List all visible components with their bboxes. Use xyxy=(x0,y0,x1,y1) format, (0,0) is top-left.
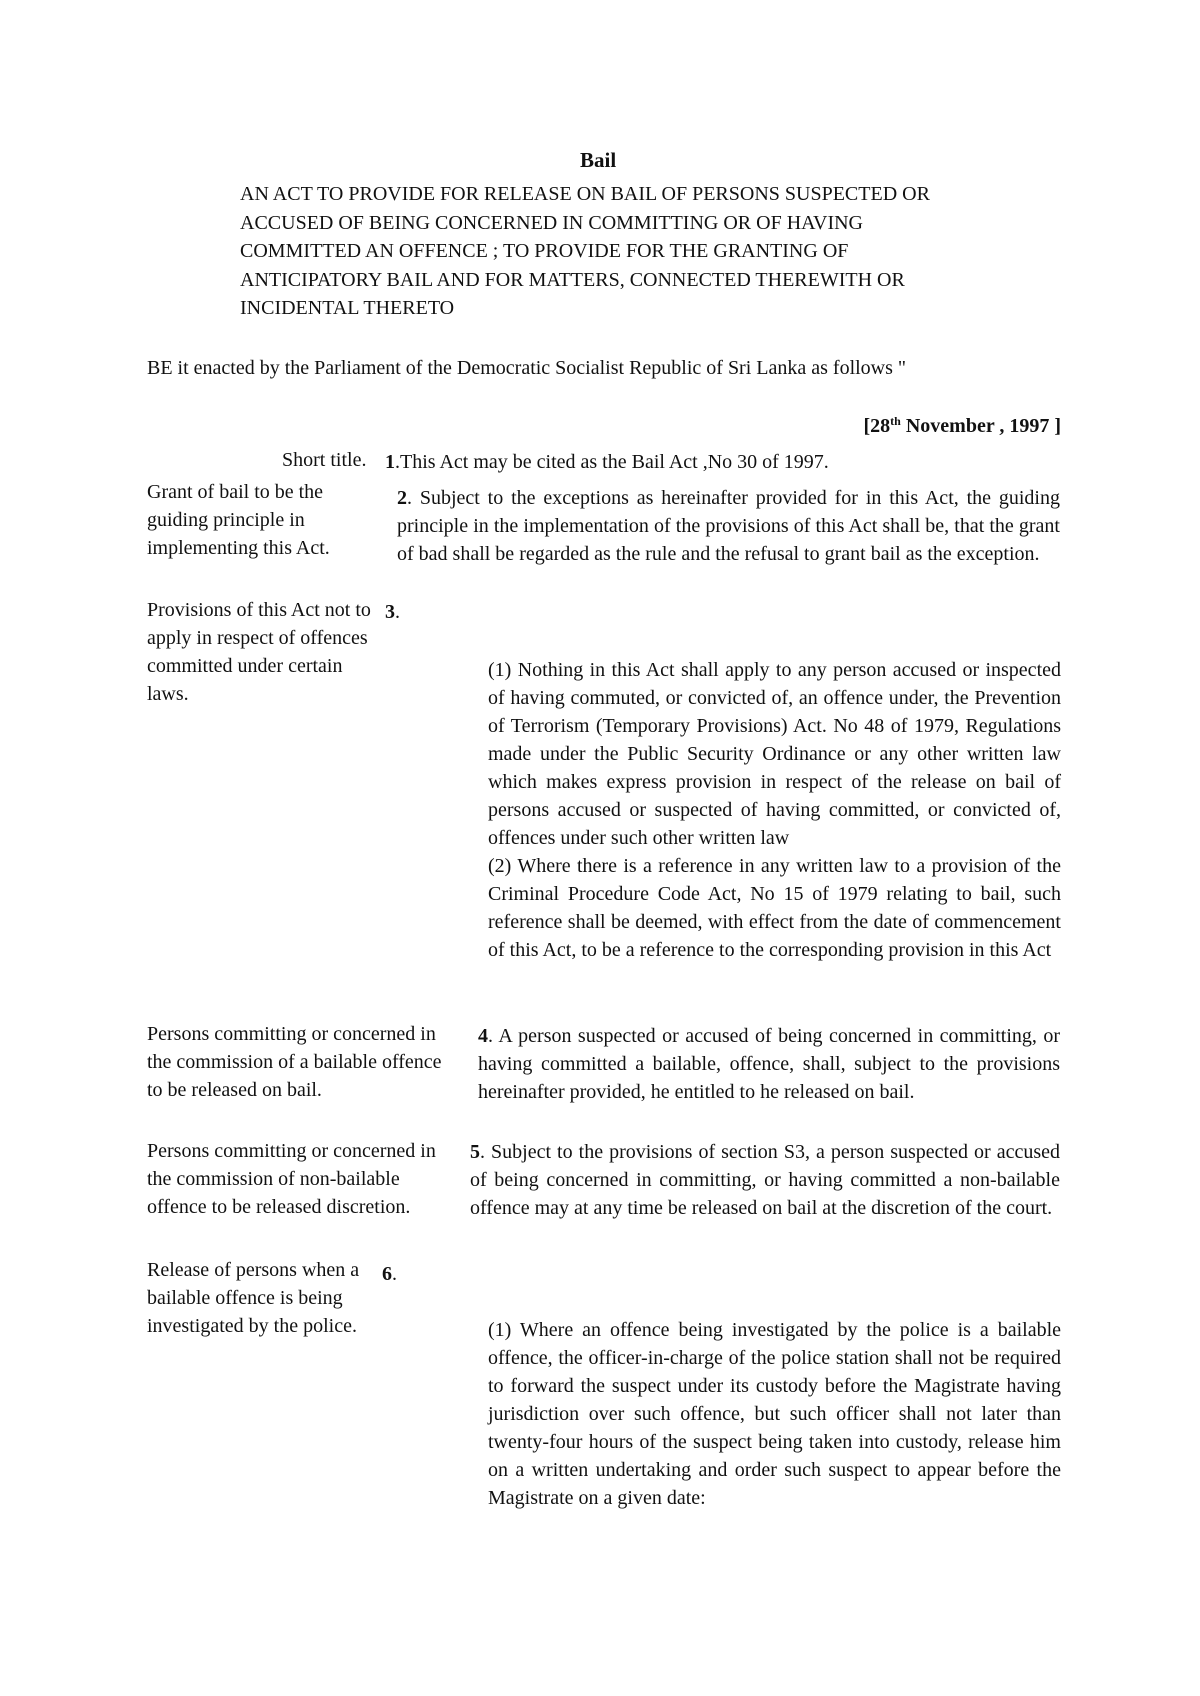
section-6-heading xyxy=(382,1260,397,1288)
section-3-number: 3 xyxy=(385,601,395,623)
section-3-subsections xyxy=(488,656,1061,964)
section-6-number: 6 xyxy=(382,1263,392,1285)
date-rest: November , 1997 ] xyxy=(900,415,1061,437)
section-6-number-suffix: . xyxy=(392,1263,397,1285)
date-open-bracket: [ xyxy=(863,415,871,437)
section-4-body: . A person suspected or accused of being concerned in committing, or having committed a bailable, offence, shall, subject to the provisions hereinafter provided, he entitled to he released on bail. xyxy=(478,1025,1060,1103)
enactment-date xyxy=(864,414,1062,438)
section-2-body: . Subject to the exceptions as hereinafter provided for in this Act, the guiding principle in the implementation of the provisions of this Act shall be, that the grant of bad shall be regarded as the rule and the refusal to grant bail as the exception. xyxy=(397,487,1060,565)
section-2-number: 2 xyxy=(397,487,407,509)
section-5-body: . Subject to the provisions of section S3, a person suspected or accused of being concerned in committing, or having committed a non-bailable offence may at any time be released on bail at the discretion of the court. xyxy=(470,1141,1060,1219)
section-2-marginal-note: Grant of bail to be the guiding principle in implementing this Act. xyxy=(147,481,330,559)
enacting-clause: BE it enacted by the Parliament of the Democratic Socialist Republic of Sri Lanka as follows " xyxy=(147,357,907,379)
act-title: Bail xyxy=(580,148,617,172)
section-4-marginal-note: Persons committing or concerned in the commission of a bailable offence to be released on bail. xyxy=(147,1023,442,1101)
section-5-marginal-note: Persons committing or concerned in the commission of non-bailable offence to be released discretion. xyxy=(147,1140,436,1218)
section-3-number-suffix: . xyxy=(395,601,400,623)
section-2-text xyxy=(397,484,1060,568)
section-3-heading xyxy=(385,598,400,626)
section-5-number: 5 xyxy=(470,1141,480,1163)
section-4-text xyxy=(478,1022,1060,1106)
section-1-body: .This Act may be cited as the Bail Act ,No 30 of 1997. xyxy=(395,451,829,473)
section-3-subsection-1: (1) Nothing in this Act shall apply to any person accused or inspected of having commuted, or convicted of, an offence under, the Prevention of Terrorism (Temporary Provisions) Act. No 48 of 1979, Regulations made under the Public Security Ordinance or any other written law which makes express provision in respect of the release on bail of persons accused or suspected of having committed, or convicted of, offences under such other written law xyxy=(488,659,1061,849)
section-1-number: 1 xyxy=(385,451,395,473)
date-day: 28 xyxy=(870,415,891,437)
section-1-marginal-note: Short title. xyxy=(282,449,367,471)
section-6-subsection-1: (1) Where an offence being investigated by the police is a bailable offence, the officer-in-charge of the police station shall not be required to forward the suspect under its custody before the Magistrate having jurisdiction over such offence, but such officer shall not later than twenty-four hours of the suspect being taken into custody, release him on a written undertaking and order such suspect to appear before the Magistrate on a given date: xyxy=(488,1319,1061,1509)
section-6-marginal-note: Release of persons when a bailable offence is being investigated by the police. xyxy=(147,1259,360,1337)
section-3-subsection-2: (2) Where there is a reference in any written law to a provision of the Criminal Procedure Code Act, No 15 of 1979 relating to bail, such reference shall be deemed, with effect from the date of commencement of this Act, to be a reference to the corresponding provision in this Act xyxy=(488,855,1061,961)
section-3-marginal-note: Provisions of this Act not to apply in respect of offences committed under certain laws. xyxy=(147,599,371,705)
section-4-number: 4 xyxy=(478,1025,488,1047)
section-1-text xyxy=(385,448,1065,476)
long-title: AN ACT TO PROVIDE FOR RELEASE ON BAIL OF PERSONS SUSPECTED OR ACCUSED OF BEING CONCERNED IN COMMITTING OR OF HAVING COMMITTED AN OFFENCE ; TO PROVIDE FOR THE GRANTING OF ANTICIPATORY BAIL AND FOR MATTERS, CONNECTED THEREWITH OR INCIDENTAL THERETO xyxy=(240,183,930,319)
date-day-suffix: th xyxy=(890,414,901,428)
section-5-text xyxy=(470,1138,1060,1222)
